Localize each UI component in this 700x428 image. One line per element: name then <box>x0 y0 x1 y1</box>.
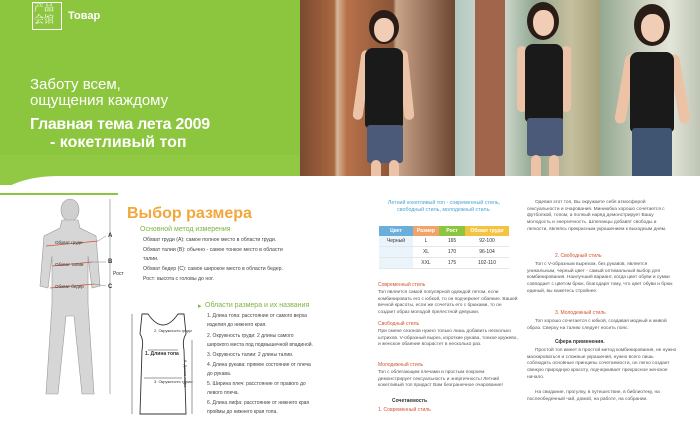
label-bust: Обхват груди <box>55 240 83 245</box>
table-cell: 165 <box>439 236 465 247</box>
slogan-line-2: ощущения каждому <box>30 92 169 109</box>
logo-russian-text: Товар <box>68 10 101 22</box>
label-a: A <box>108 233 113 239</box>
area-line: изделия до нижнего края. <box>207 322 267 328</box>
diagram-label-1: 1. Длина топа <box>145 351 179 357</box>
logo-chinese-text: 产品 会馆 <box>34 3 54 26</box>
table-header: Рост <box>439 226 465 236</box>
diagram-label-6: 6. Длина лифа <box>183 360 188 388</box>
top-banner <box>0 0 700 185</box>
area-line: до рукава. <box>207 371 232 377</box>
table-cell <box>379 258 413 269</box>
area-line: 3. Окружность талии: 2 длины талии. <box>207 352 294 358</box>
method-line: Обхват талии (В): обычно - самое тонкое место в области <box>143 247 283 253</box>
model-figure-2 <box>515 0 575 185</box>
label-hip: Обхват бедер <box>55 284 84 289</box>
right-heading: 3. Молодежный стиль <box>555 310 606 316</box>
method-line: Рост: высота с головы до ног. <box>143 276 214 282</box>
style-heading: Современный стиль <box>378 282 426 288</box>
area-line: 4. Длина рукава: прямое состояние от плеча <box>207 362 311 368</box>
model-photo-2 <box>455 0 600 185</box>
table-header: Обхват груди <box>465 226 509 236</box>
area-line: 6. Длина лифа: расстояние от нижнего края <box>207 400 310 406</box>
style-heading: 1. Современный стиль <box>378 407 431 413</box>
label-height: Рост <box>113 271 124 277</box>
label-waist: Обхват талии <box>55 262 84 267</box>
table-row <box>379 247 509 258</box>
table-cell: 102-110 <box>465 258 509 269</box>
size-areas-title: Области размера и их названия <box>205 302 310 309</box>
table-cell: Черный <box>379 236 413 247</box>
area-line: 1. Длина топа: расстояние от самого верха <box>207 313 307 319</box>
area-line: широкого места под подмышечной впадиной. <box>207 342 313 348</box>
table-cell: L <box>413 236 439 247</box>
label-c: C <box>108 284 113 290</box>
measurement-method-title: Основной метод измерения <box>140 226 231 233</box>
diagram-label-3: 3. Окружность талии <box>154 379 193 384</box>
right-paragraph: На свидание, прогулку, в путешествие, в библиотеку, на послеобеденный чай, домой, на работе, на собрании. <box>527 390 660 402</box>
method-line: талии. <box>143 256 159 262</box>
label-b: B <box>108 259 113 265</box>
compatibility-heading: Сочетаемость <box>392 398 428 404</box>
table-cell: 175 <box>439 258 465 269</box>
area-line: проймы до нижнего края топа. <box>207 409 278 415</box>
model-photo-3 <box>600 0 700 185</box>
diagram-label-2: 2. Окружность груди <box>154 328 192 333</box>
slogan-line-1: Заботу всем, <box>30 76 121 93</box>
table-cell: XL <box>413 247 439 258</box>
model-photo-1 <box>300 0 455 185</box>
table-cell <box>379 247 413 258</box>
mannequin-measurement-diagram <box>30 196 125 396</box>
area-line: левого плеча. <box>207 390 239 396</box>
right-paragraph: Одевая этот топ, Вы окружаете себя атмосферой сексуальности и очарования. Миниюбка хорошо сочетается с футболкой, топом, а полный наряд демонстрирует Вашу молодость и энергичность. Шлепанцы добавят свободы и легкости, являясь прекрасным украшением к выходным дням. <box>527 200 667 232</box>
method-line: Обхват бедер (С): самое широкое место в области бедер. <box>143 266 283 272</box>
size-selection-title: Выбор размера <box>127 205 252 222</box>
theme-title: Главная тема лета 2009 <box>30 116 210 133</box>
method-line: Обхват груди (А): самое полное место в области груди. <box>143 237 277 243</box>
arrow-icon: ▸ <box>198 303 202 310</box>
table-header: Размер <box>413 226 439 236</box>
size-table <box>379 226 509 269</box>
model-figure-1 <box>355 10 415 185</box>
area-line: 2. Окружность груди: 2 длины самого <box>207 333 294 339</box>
style-paragraph: Топ является самой популярной одеждой летом, если комбинировать его с юбкой, то он подчеркнет обаяние. Вашей вечной красоты, если же сочетать его с брюками, то он создает образ молодой прелестной девушки. <box>378 290 518 315</box>
style-paragraph: Топ с облегающим плечами и простым покроем демонстрирует сексуальность и энергичность! Летний кокетливый топ придаст Вам безграничное очарование! <box>378 370 503 389</box>
table-header-row <box>379 226 509 236</box>
theme-subtitle: - кокетливый топ <box>50 134 187 151</box>
right-paragraph: Простой топ имеет в простой метод комбинирования, не нужно маскироваться и сложные украшения, нужно всего лишь соблюдать основные принципы сочетаемости, он легко создает свежую природную красоту, подчеркивает прекрасное женское начало. <box>527 348 677 380</box>
green-divider <box>0 193 118 195</box>
model-figure-3 <box>618 0 688 185</box>
style-heading: Свободный стиль <box>378 321 420 327</box>
top-garment-diagram <box>122 310 204 420</box>
table-cell: 170 <box>439 247 465 258</box>
table-row <box>379 258 509 269</box>
table-cell: 92-100 <box>465 236 509 247</box>
style-paragraph: При смене сезонов нужно только лишь добавить несколько штрихов. V-образный вырез, короткие рукава, тонкое кружево, и женское обаяние возрастет в несколько раз. <box>378 329 518 348</box>
right-heading: 2. Свободный стиль <box>555 253 602 259</box>
table-cell: XXL <box>413 258 439 269</box>
right-paragraph: Топ с V-образным вырезом, без рукавов, является уникальным, черный цвет - самый оптимальный выбор для комбинирования. Наилучший вариант, когда цвет обуви и сумки совпадает с цветом брюк, благодаря тому, что цвет обуви и брюк единый, вы кажетесь стройнее. <box>527 262 673 294</box>
table-cell: 96-104 <box>465 247 509 258</box>
intro-text: Летний кокетливый топ - современный стиль, свободный стиль, молодежный стиль. <box>387 200 501 213</box>
table-header: Цвет <box>379 226 413 236</box>
style-heading: Молодежный стиль <box>378 362 424 368</box>
right-heading: Сфера применения. <box>555 339 605 345</box>
area-line: 5. Ширина плеч: расстояние от правого до <box>207 381 306 387</box>
right-paragraph: Топ хорошо сочетается с юбкой, создавая модный и живой образ. Сверху на талию следует носить пояс. <box>527 319 667 331</box>
table-row <box>379 236 509 247</box>
